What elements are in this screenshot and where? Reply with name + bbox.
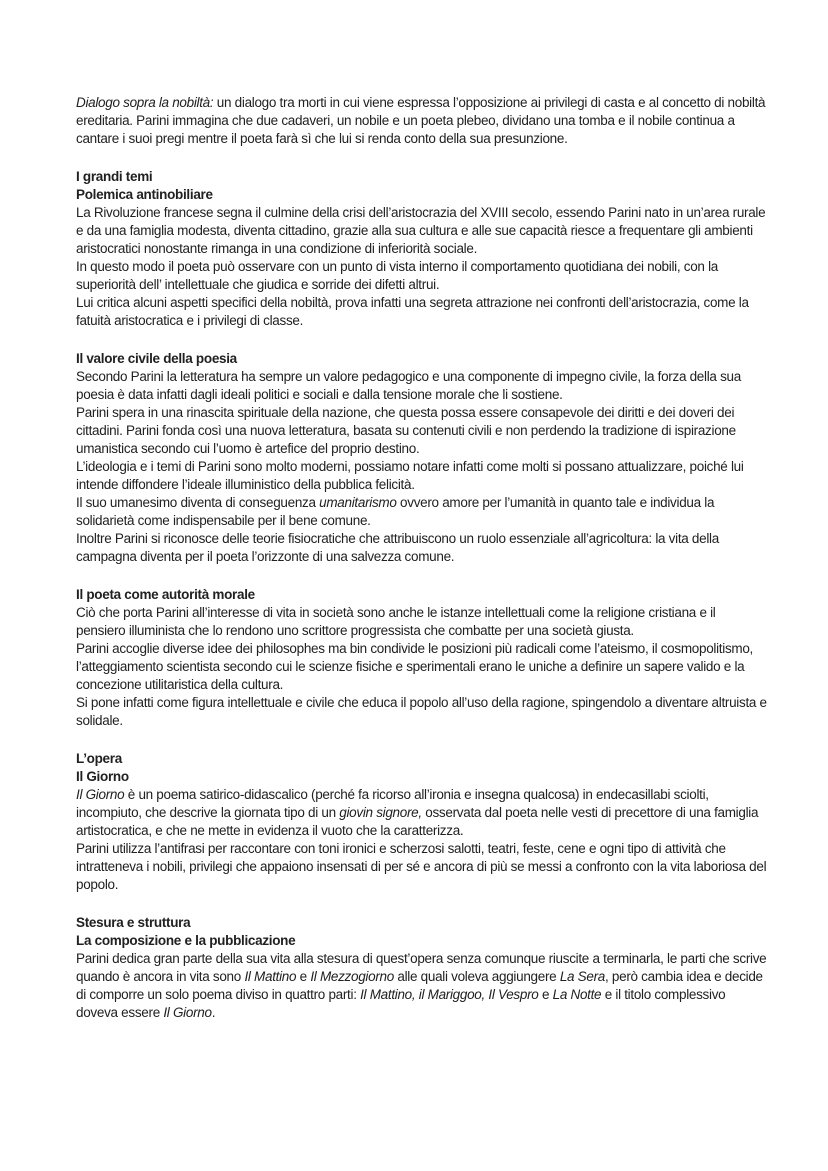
paragraph [76,204,768,258]
section-gap [76,730,768,750]
text-run: Parini spera in una rinascita spirituale della nazione, che questa possa essere consapevole dei diritti e dei doveri dei cittadini. Parini fonda così una nuova letteratura, basata su contenuti civili e non perdendo la tradizione di ispirazione umanistica secondo cui l’uomo è artefice del proprio destino. [76,405,736,456]
section-gap [76,330,768,350]
text-run: Secondo Parini la letteratura ha sempre un valore pedagogico e una componente di impegno civile, la forza della sua poesia è data infatti dagli ideali politici e sociali e dalla tensione morale che li sostiene. [76,369,741,402]
section-heading [76,768,768,786]
text-run: Il suo umanesimo diventa di conseguenza [76,495,320,510]
text-run: Ciò che porta Parini all’interesse di vita in società sono anche le istanze intellettuali come la religione cristiana e il pensiero illuminista che lo rendono uno scrittore progressista che combatte per una società giusta. [76,605,716,638]
text-run-italic: giovin signore, [339,805,422,820]
paragraph [76,840,768,894]
paragraph [76,530,768,566]
section-gap [76,894,768,914]
text-run-italic: La Notte [552,987,602,1002]
text-run: L’opera [76,751,122,766]
document-content [76,94,768,1022]
text-run: osservata dal poeta nelle vesti di precettore di una famiglia artistocratica, e che ne mette in evidenza il vuoto che la caratterizza. [76,805,759,838]
text-run-italic: umanitarismo [319,495,397,510]
text-run: Lui critica alcuni aspetti specifici della nobiltà, prova infatti una segreta attrazione nei confronti dell’aristocrazia, come la fatuità aristocratica e i privilegi di classe. [76,295,749,328]
paragraph [76,950,768,1022]
paragraph [76,604,768,640]
text-run: un dialogo tra morti in cui viene espressa l’opposizione ai privilegi di casta e al concetto di nobiltà ereditaria. Parini immagina che due cadaveri, un nobile e un poeta plebeo, dividano una tomba e il nobile continua a cantare i suoi pregi mentre il poeta farà sì che lui si renda conto della sua presunzione. [76,95,766,146]
text-run: La composizione e la pubblicazione [76,933,296,948]
text-run-italic: Il Giorno [163,1005,212,1020]
text-run: , però cambia idea e decide di comporre un solo poema diviso in quattro parti: [76,969,763,1002]
text-run: L’ideologia e i temi di Parini sono molto moderni, possiamo notare infatti come molti si possano attualizzare, poiché lui intende diffondere l’ideale illuministico della pubblica felicità. [76,459,744,492]
text-run-italic: Il Mattino, il Mariggoo, [360,987,485,1002]
text-run: alle quali voleva aggiungere [393,969,560,984]
paragraph [76,640,768,694]
section-heading [76,914,768,932]
text-run-italic: Il Mezzogiorno [310,969,394,984]
section-heading [76,168,768,186]
text-run: Il poeta come autorità morale [76,587,255,602]
text-run-italic: Il Vespro [488,987,539,1002]
text-run: . [211,1005,216,1020]
text-run: I grandi temi [76,169,153,184]
section-heading [76,750,768,768]
text-run: Si pone infatti come figura intellettuale e civile che educa il popolo all’uso della ragione, spingendolo a diventare altruista e solidale. [76,695,767,728]
text-run-italic: La Sera [559,969,605,984]
text-run: Parini utilizza l’antifrasi per raccontare con toni ironici e scherzosi salotti, teatri, feste, cene e ogni tipo di attività che intratteneva i nobili, privilegi che appaiono insensati di per sé e ancora di più se messi a confronto con la vita laboriosa del popolo. [76,841,767,892]
text-run: La Rivoluzione francese segna il culmine della crisi dell’aristocrazia del XVIII secolo, essendo Parini nato in un’area rurale e da una famiglia modesta, diventa cittadino, grazie alla sua cultura e alle sue capacità riesce a frequentare gli ambienti aristocratici nonostante rimanga in una condizione di inferiorità sociale. [76,205,766,256]
text-run: Il Giorno [76,769,129,784]
text-run: è un poema satirico-didascalico (perché fa ricorso all’ironia e insegna qualcosa) in endecasillabi sciolti, incompiuto, che descrive la giornata tipo di un [76,787,709,820]
section-heading [76,350,768,368]
text-run-italic: Il Mattino [244,969,297,984]
paragraph [76,94,768,148]
paragraph [76,786,768,840]
text-run: In questo modo il poeta può osservare con un punto di vista interno il comportamento quotidiana dei nobili, con la superiorità dell’ intellettuale che giudica e sorride dei difetti altrui. [76,259,718,292]
section-heading [76,186,768,204]
text-run: Parini accoglie diverse idee dei philosophes ma bin condivide le posizioni più radicali come l’ateismo, il cosmopolitismo, l’atteggiamento scientista secondo cui le scienze fisiche e sperimentali erano le uniche a definire un sapere valido e la concezione utilitaristica della cultura. [76,641,754,692]
text-run-italic: Il Giorno [76,787,125,802]
text-run: e il titolo complessivo doveva essere [76,987,726,1020]
text-run: Il valore civile della poesia [76,351,237,366]
section-gap [76,148,768,168]
text-run: Parini dedica gran parte della sua vita alla stesura di quest’opera senza comunque riuscite a terminarla, le parti che scrive quando è ancora in vita sono [76,951,767,984]
paragraph [76,458,768,494]
paragraph [76,258,768,294]
text-run: Inoltre Parini si riconosce delle teorie fisiocratiche che attribuiscono un ruolo essenziale all’agricoltura: la vita della campagna diventa per il poeta l’orizzonte di una salvezza comune. [76,531,719,564]
paragraph [76,694,768,730]
text-run: Stesura e struttura [76,915,191,930]
text-run: ovvero amore per l’umanità in quanto tale e individua la solidarietà come indispensabile per il bene comune. [76,495,715,528]
text-run: Polemica antinobiliare [76,187,213,202]
section-heading [76,932,768,950]
section-gap [76,566,768,586]
paragraph [76,494,768,530]
text-run: e [538,987,553,1002]
text-run: e [296,969,311,984]
section-heading [76,586,768,604]
paragraph [76,294,768,330]
paragraph [76,368,768,404]
paragraph [76,404,768,458]
text-run-italic: Dialogo sopra la nobiltà: [76,95,214,110]
